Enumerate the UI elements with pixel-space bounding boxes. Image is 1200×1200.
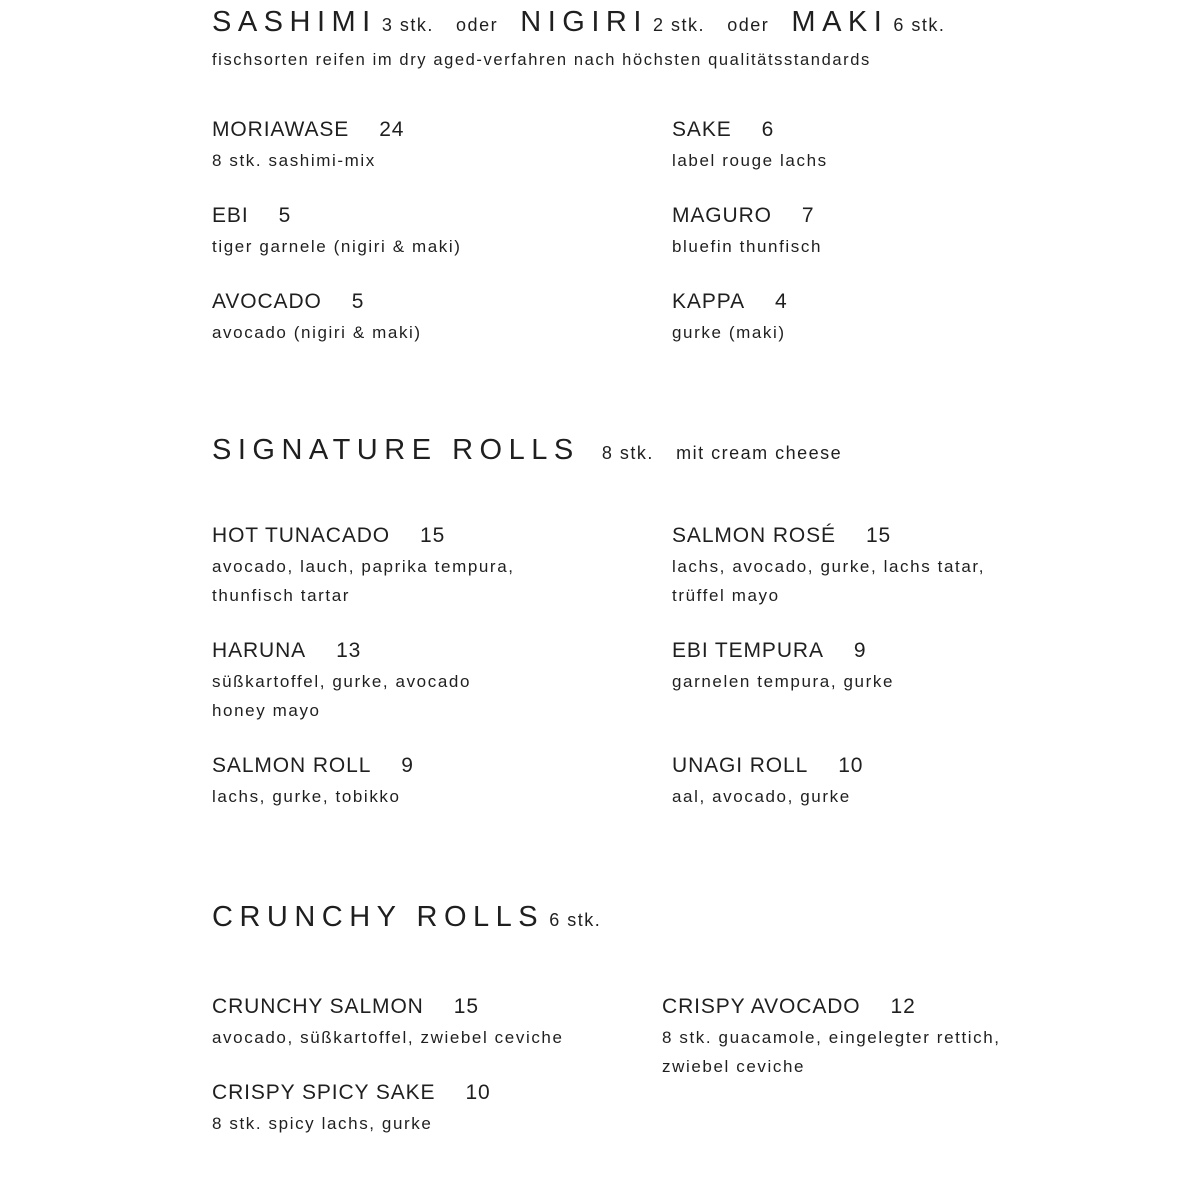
menu-item-haruna bbox=[212, 638, 471, 725]
item-price: 15 bbox=[420, 524, 446, 547]
signature-qty: 8 stk. bbox=[601, 443, 654, 463]
nigiri-qty: 2 stk. bbox=[652, 15, 705, 35]
item-description: bluefin thunfisch bbox=[672, 237, 823, 256]
menu-item-salmon-rose bbox=[672, 523, 985, 610]
menu-item-crispy-spicy-sake bbox=[212, 1080, 491, 1138]
item-description: tiger garnele (nigiri & maki) bbox=[212, 237, 462, 256]
item-price: 4 bbox=[774, 290, 788, 313]
menu-item-sake bbox=[672, 117, 828, 175]
maki-qty: 6 stk. bbox=[893, 15, 946, 35]
item-price: 12 bbox=[890, 995, 916, 1018]
item-price: 5 bbox=[351, 290, 365, 313]
item-name: SALMON ROSÉ bbox=[672, 524, 836, 547]
item-name: SALMON ROLL bbox=[212, 754, 372, 777]
item-price: 24 bbox=[379, 118, 405, 141]
item-description: 8 stk. spicy lachs, gurke bbox=[212, 1114, 433, 1133]
item-price: 10 bbox=[465, 1081, 491, 1104]
item-description: avocado, süßkartoffel, zwiebel ceviche bbox=[212, 1028, 564, 1047]
item-description: 8 stk. guacamole, eingelegter rettich, zwiebel ceviche bbox=[662, 1028, 1001, 1076]
crunchy-title: CRUNCHY ROLLS bbox=[212, 901, 545, 933]
item-price: 13 bbox=[336, 639, 362, 662]
menu-item-moriawase bbox=[212, 117, 404, 175]
item-description: 8 stk. sashimi-mix bbox=[212, 151, 376, 170]
item-description: lachs, avocado, gurke, lachs tatar, trüffel mayo bbox=[672, 557, 986, 605]
item-description: süßkartoffel, gurke, avocado honey mayo bbox=[212, 672, 471, 720]
item-name: MORIAWASE bbox=[212, 118, 350, 141]
sashimi-title: SASHIMI bbox=[212, 6, 377, 38]
menu-item-ebi-tempura bbox=[672, 638, 894, 696]
menu-item-avocado bbox=[212, 289, 422, 347]
item-description: lachs, gurke, tobikko bbox=[212, 787, 401, 806]
item-price: 9 bbox=[853, 639, 867, 662]
crunchy-qty: 6 stk. bbox=[549, 910, 602, 930]
item-name: EBI TEMPURA bbox=[672, 639, 824, 662]
menu-item-maguro bbox=[672, 203, 822, 261]
item-name: HOT TUNACADO bbox=[212, 524, 391, 547]
item-name: EBI bbox=[212, 204, 249, 227]
item-price: 7 bbox=[801, 204, 815, 227]
menu-item-crunchy-salmon bbox=[212, 994, 564, 1052]
menu-item-unagi-roll bbox=[672, 753, 863, 811]
item-price: 15 bbox=[865, 524, 892, 547]
signature-section-header bbox=[212, 436, 842, 465]
item-price: 9 bbox=[401, 754, 414, 777]
item-name: CRISPY SPICY SAKE bbox=[212, 1081, 436, 1104]
or-label-1: oder bbox=[456, 15, 499, 35]
item-description: avocado (nigiri & maki) bbox=[212, 323, 422, 342]
or-label-2: oder bbox=[727, 15, 770, 35]
item-name: KAPPA bbox=[672, 290, 745, 313]
item-description: garnelen tempura, gurke bbox=[672, 672, 895, 691]
maki-title: MAKI bbox=[791, 6, 889, 38]
menu-item-hot-tunacado bbox=[212, 523, 515, 610]
menu-item-ebi bbox=[212, 203, 462, 261]
item-price: 15 bbox=[453, 995, 479, 1018]
sashimi-section-header bbox=[212, 8, 945, 37]
item-description: label rouge lachs bbox=[672, 151, 828, 170]
item-price: 6 bbox=[761, 118, 775, 141]
menu-item-crispy-avocado bbox=[662, 994, 1001, 1081]
item-name: AVOCADO bbox=[212, 290, 322, 313]
signature-note: mit cream cheese bbox=[676, 443, 843, 463]
item-name: CRUNCHY SALMON bbox=[212, 995, 424, 1018]
item-description: aal, avocado, gurke bbox=[672, 787, 851, 806]
crunchy-section-header bbox=[212, 903, 601, 932]
nigiri-title: NIGIRI bbox=[520, 6, 648, 38]
menu-item-salmon-roll bbox=[212, 753, 414, 811]
item-name: HARUNA bbox=[212, 639, 307, 662]
menu-item-kappa bbox=[672, 289, 788, 347]
item-name: SAKE bbox=[672, 118, 732, 141]
item-description: avocado, lauch, paprika tempura, thunfisch tartar bbox=[212, 557, 515, 605]
sashimi-qty: 3 stk. bbox=[381, 15, 434, 35]
item-name: UNAGI ROLL bbox=[672, 754, 809, 777]
signature-title: SIGNATURE ROLLS bbox=[212, 434, 580, 466]
item-price: 10 bbox=[838, 754, 864, 777]
item-name: CRISPY AVOCADO bbox=[662, 995, 861, 1018]
dry-aged-note: fischsorten reifen im dry aged-verfahren nach höchsten qualitätsstandards bbox=[212, 51, 871, 69]
item-price: 5 bbox=[278, 204, 292, 227]
item-description: gurke (maki) bbox=[672, 323, 786, 342]
item-name: MAGURO bbox=[672, 204, 772, 227]
